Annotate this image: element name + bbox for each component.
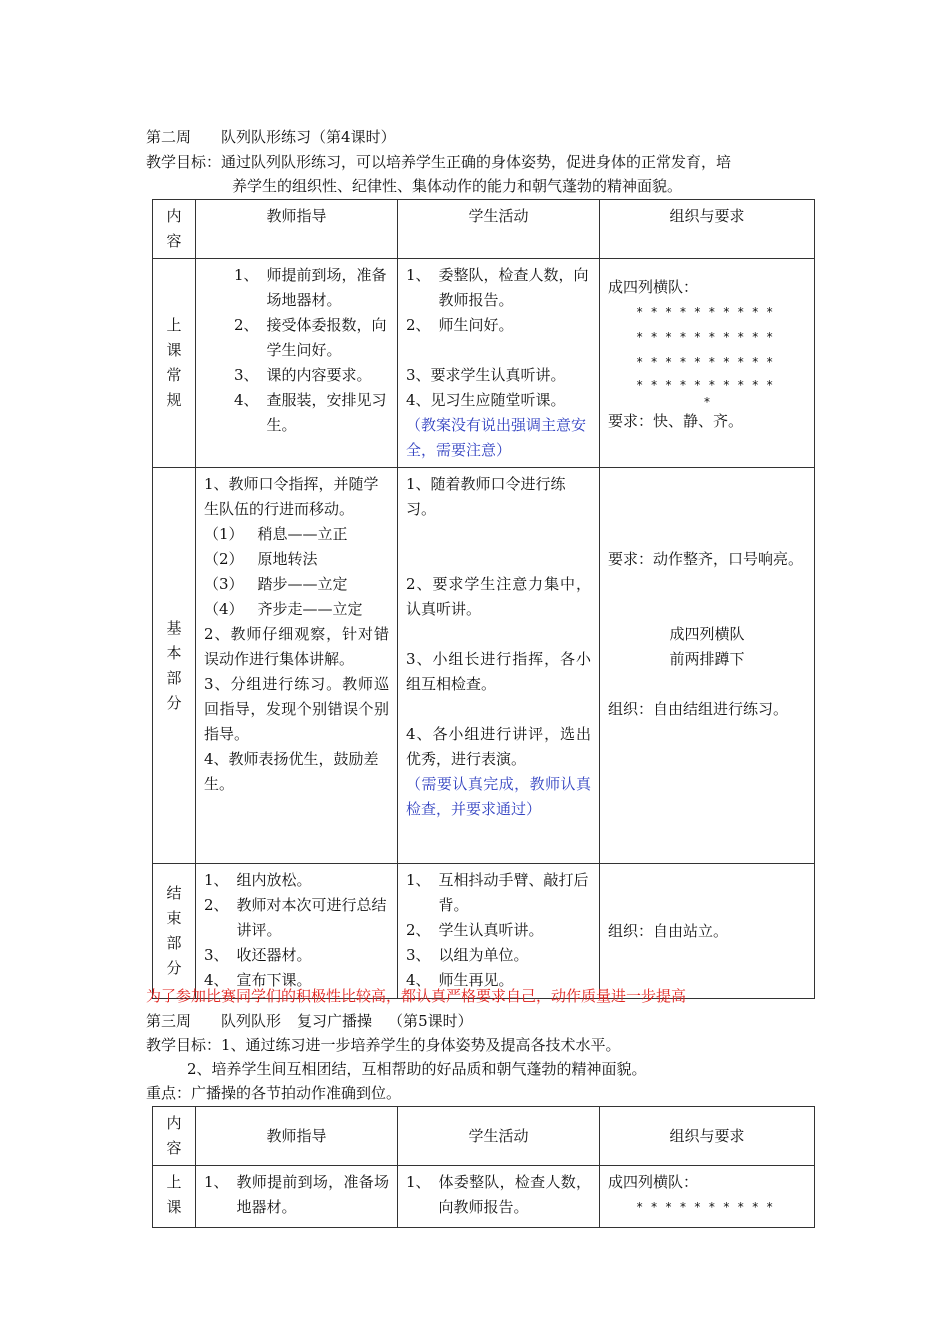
item-text: 宣布下课。: [236, 971, 312, 989]
table-row-routine: [153, 259, 815, 468]
item-number: （3）: [204, 575, 244, 593]
week3-title-topic: 队列队形: [221, 1012, 282, 1030]
item-text: 课的内容要求。: [266, 366, 372, 384]
week2-goal-line2: 养学生的组织性、纪律性、集体动作的能力和朝气蓬勃的精神面貌。: [232, 177, 683, 195]
item-number: 2、: [234, 316, 259, 334]
item-number: 1、: [234, 266, 259, 284]
item-number: （4）: [204, 600, 244, 618]
row-label-basic: [153, 468, 196, 864]
header-org: 组织与要求: [600, 1107, 815, 1166]
header-org: 组织与要求: [600, 200, 815, 259]
routine-teacher-cell: [196, 1166, 398, 1228]
header-content: [153, 200, 196, 259]
list-item: [204, 868, 389, 893]
item-number: 3、: [204, 946, 229, 964]
week2-title-week: 第二周: [146, 128, 192, 146]
item-text: 互相抖动手臂、敲打后背。: [438, 871, 589, 914]
item-number: 4、: [234, 391, 259, 409]
org-requirement: 要求：动作整齐，口号响亮。: [608, 550, 804, 568]
item-text: 踏步——立定: [257, 575, 348, 593]
header-content: [153, 1107, 196, 1166]
week3-focus: 重点：广播操的各节拍动作准确到位。: [146, 1084, 402, 1102]
item-text: 教师提前到场，准备场地器材。: [236, 1173, 389, 1216]
routine-student-cell: [398, 259, 600, 468]
item-text: 师提前到场，准备场地器材。: [266, 266, 387, 309]
list-item: [234, 363, 389, 388]
item-text: 师生问好。: [438, 316, 514, 334]
header-student: 学生活动: [398, 200, 600, 259]
week3-title-suffix: 课时）: [427, 1012, 473, 1030]
list-item: 2、教师仔细观察，针对错误动作进行集体讲解。: [204, 625, 389, 668]
item-text: 教师对本次可进行总结讲评。: [236, 896, 387, 939]
item-number: 2、: [406, 316, 431, 334]
list-item: 4、各小组进行讲评，选出优秀，进行表演。: [406, 725, 591, 768]
label-char: 常: [166, 366, 182, 384]
sub-item: [204, 572, 389, 597]
item-text: 稍息——立正: [257, 525, 348, 543]
formation-teacher-star: *: [703, 395, 711, 409]
item-text: 查服装，安排见习生。: [266, 391, 387, 434]
evaluation-note-red: 为了参加比赛同学们的积极性比较高，都认真严格要求自己，动作质量进一步提高: [146, 987, 687, 1005]
formation-title: 成四列横队：: [608, 1173, 699, 1191]
label-char: 课: [166, 341, 182, 359]
list-item: 4、教师表扬优生，鼓励差生。: [204, 750, 379, 793]
week3-title-topic2: 复习广播操: [297, 1012, 373, 1030]
label-char: 部: [166, 934, 182, 952]
item-text: 收还器材。: [236, 946, 312, 964]
item-text: 体委整队，检查人数，向教师报告。: [438, 1173, 591, 1216]
label-char: 结: [166, 884, 182, 902]
end-org-cell: 组织：自由站立。: [600, 864, 815, 999]
item-number: 3、: [234, 366, 259, 384]
label-char: 本: [166, 643, 182, 662]
list-item: 1、教师口令指挥，并随学生队伍的行进而移动。: [204, 475, 379, 518]
item-text: 委整队，检查人数，向教师报告。: [438, 266, 589, 309]
teacher-note-blue: （教案没有说出强调主意安全，需要注意）: [406, 416, 587, 459]
teacher-note-blue: （需要认真完成，教师认真检查，并要求通过）: [406, 775, 591, 818]
header-content-char: 内: [166, 207, 182, 225]
header-student: 学生活动: [398, 1107, 600, 1166]
header-teacher: 教师指导: [196, 1107, 398, 1166]
formation-title: 成四列横队：: [608, 278, 699, 296]
item-text: 接受体委报数，向学生问好。: [266, 316, 387, 359]
item-text: 学生认真听讲。: [438, 921, 544, 939]
item-number: 1、: [204, 1173, 229, 1191]
row-label-routine: [153, 1166, 196, 1228]
label-char: 分: [166, 959, 182, 977]
list-item: [204, 893, 389, 943]
routine-org-cell: [600, 259, 815, 468]
week3-title-number: 5: [418, 1012, 428, 1030]
item-number: 1、: [204, 871, 229, 889]
week3-title: [146, 1009, 473, 1033]
item-text: 齐步走——立定: [257, 600, 363, 618]
item-number: （2）: [204, 550, 244, 568]
list-item: 4、: [406, 391, 431, 409]
list-item: [406, 263, 591, 313]
item-number: 2、: [406, 921, 431, 939]
list-item: 1、随着教师口令进行练习。: [406, 475, 566, 518]
formation-stars-row: * * * * * * * * * *: [636, 330, 774, 344]
org-requirement: 要求：快、静、齐。: [608, 412, 744, 430]
table-row-routine: [153, 1166, 815, 1228]
list-item: 2、要求学生注意力集中，认真听讲。: [406, 575, 591, 618]
formation-stars-row: * * * * * * * * * *: [636, 1200, 774, 1214]
header-content-char: 容: [166, 1139, 182, 1157]
label-char: 分: [166, 693, 182, 712]
week2-title-topic: 队列队形练习（第: [221, 128, 342, 146]
sub-item: [204, 522, 389, 547]
row-label-routine: [153, 259, 196, 468]
label-char: 上: [166, 1173, 182, 1191]
sub-item: [204, 547, 389, 572]
list-item: [204, 1170, 389, 1220]
header-content-char: 容: [166, 232, 182, 250]
formation-text: 前两排蹲下: [669, 650, 745, 668]
label-char: 束: [166, 909, 182, 927]
week3-goal-1: 教学目标：1、通过练习进一步培养学生的身体姿势及提高各技术水平。: [146, 1036, 621, 1054]
table-header-row: [153, 1107, 815, 1166]
item-number: 3、: [406, 946, 431, 964]
item-number: （1）: [204, 525, 244, 543]
label-char: 课: [166, 1198, 182, 1216]
org-requirement: 组织：自由结组进行练习。: [608, 700, 789, 718]
list-item: [406, 313, 591, 338]
table-row-basic: [153, 468, 815, 864]
item-text: 原地转法: [257, 550, 318, 568]
list-item: [234, 313, 389, 363]
formation-stars-row: * * * * * * * * * *: [636, 355, 774, 369]
routine-org-cell: [600, 1166, 815, 1228]
week2-lesson-table: [152, 199, 815, 999]
routine-student-cell: [398, 1166, 600, 1228]
item-text: 要求学生认真听讲。: [430, 366, 566, 384]
week2-title: [146, 125, 396, 149]
formation-stars-row: * * * * * * * * * *: [636, 305, 774, 319]
routine-teacher-cell: [196, 259, 398, 468]
label-char: 部: [166, 668, 182, 687]
item-text: 以组为单位。: [438, 946, 529, 964]
list-item: 3、分组进行练习。教师巡回指导，发现个别错误个别指导。: [204, 675, 389, 743]
list-item: [234, 388, 389, 438]
row-label-end: [153, 864, 196, 999]
table-header-row: [153, 200, 815, 259]
item-number: 4、: [204, 971, 229, 989]
item-text: 见习生应随堂听课。: [430, 391, 566, 409]
table-row-end: [153, 864, 815, 999]
header-content-char: 内: [166, 1114, 182, 1132]
item-text: 师生再见。: [438, 971, 514, 989]
basic-org-cell: [600, 468, 815, 864]
item-number: 1、: [406, 871, 431, 889]
week3-title-week: 第三周: [146, 1012, 192, 1030]
item-number: 1、: [406, 1173, 431, 1191]
week2-title-number: 4: [341, 128, 351, 146]
label-char: 上: [166, 316, 182, 334]
end-teacher-cell: [196, 864, 398, 999]
list-item: 3、: [406, 366, 431, 384]
week3-lesson-table: [152, 1106, 815, 1228]
end-student-cell: [398, 864, 600, 999]
week2-goal-line1: 教学目标：通过队列队形练习，可以培养学生正确的身体姿势，促进身体的正常发育，培: [146, 153, 732, 171]
list-item: [406, 1170, 591, 1220]
basic-teacher-cell: [196, 468, 398, 864]
list-item: 3、小组长进行指挥，各小组互相检查。: [406, 650, 591, 693]
formation-stars-row: * * * * * * * * * *: [636, 378, 774, 392]
list-item: [406, 943, 591, 968]
label-char: 规: [166, 391, 182, 409]
header-teacher: 教师指导: [196, 200, 398, 259]
formation-text: 成四列横队: [669, 625, 745, 643]
item-text: 组内放松。: [236, 871, 312, 889]
item-number: 1、: [406, 266, 431, 284]
label-char: 基: [166, 618, 182, 637]
week3-goal-2: 2、培养学生间互相团结，互相帮助的好品质和朝气蓬勃的精神面貌。: [187, 1060, 647, 1078]
sub-item: [204, 597, 389, 622]
item-number: 2、: [204, 896, 229, 914]
list-item: [406, 918, 591, 943]
week2-title-suffix: 课时）: [350, 128, 396, 146]
week3-title-prefix: （第: [388, 1012, 419, 1030]
list-item: [204, 943, 389, 968]
item-number: 4、: [406, 971, 431, 989]
list-item: [234, 263, 389, 313]
list-item: [406, 868, 591, 918]
basic-student-cell: [398, 468, 600, 864]
